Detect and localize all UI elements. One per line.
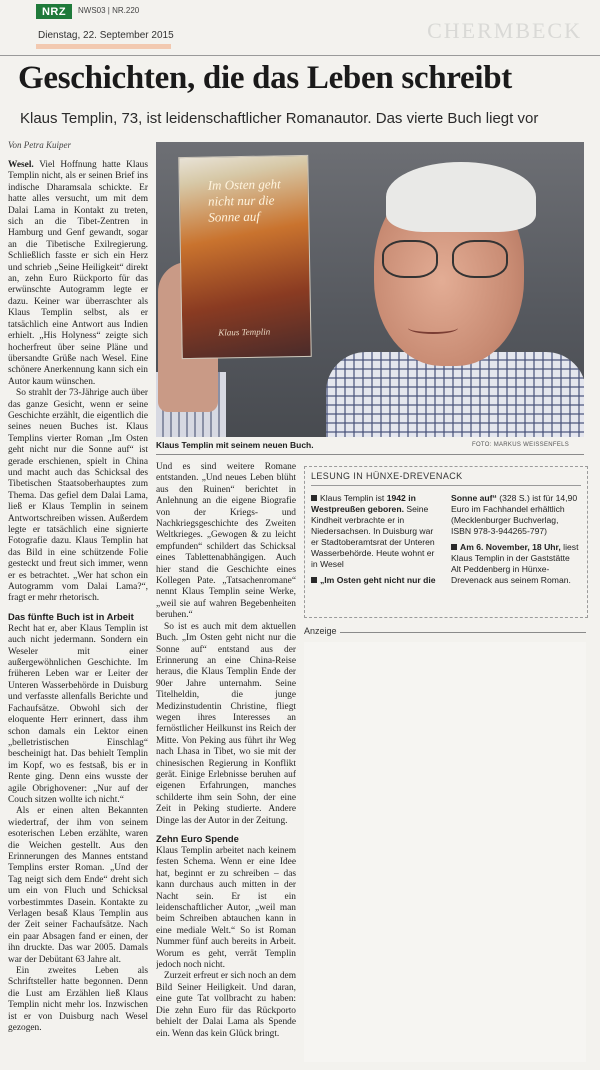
newspaper-logo: NRZ [36, 4, 72, 19]
square-bullet-icon [451, 544, 457, 550]
paragraph: So ist es auch mit dem aktuellen Buch. „Im Osten geht nicht nur die Sonne auf“ entstand aus der Erinnerung an eine China-Reise heraus, die Klaus Templin Ende der 90er Jahre unternahm. Seine Titelheldin, die junge Medizinstudentin Christine, fliegt wegen ihres Interesses an fernöstlicher Heilkunst ins Reich der Mitte. Von Peking aus führt ihr Weg nach Lhasa in Tibet, wo sie mit der chinesischen Regierung in Konflikt gerät. Einige Erlebnisse beruhen auf eigenen Erfahrungen, manches schilderte ihm sein Sohn, der eine Zeit in Peking studierte. Andere Dinge las der Autor in der Zeitung. [156, 621, 296, 826]
paragraph: Wesel. Viel Hoffnung hatte Klaus Templin nicht, als er seinen Brief ins indische Dharamsala schickte. Er hatte alles versucht, um mit dem Dalai Lama in Kontakt zu treten, sich an die Tibet-Zentren in Hamburg und Genf gewandt, sogar an die Tibetische Exilregierung. Schließlich fasste er sich ein Herz und schrieb „Seine Heiligkeit“ direkt an, zehn Euro Rückporto für das erwünschte Autogramm legte er dazu. Keiner war überraschter als Klaus Templin selbst, als er tatsächlich eine Antwort aus Indien erhielt. „His Holyness“ zeigte sich hocherfreut über seine Pläne und übersandte Grüße nach Wesel. Eine schönere Anerkennung kann sich ein Autor kaum wünschen. [8, 160, 148, 387]
info-box-title: LESUNG IN HÜNXE-DREVENACK [311, 471, 463, 481]
photo-mouth [408, 322, 458, 334]
byline: Von Petra Kuiper [8, 140, 71, 150]
section-heading: Das fünfte Buch ist in Arbeit [8, 610, 134, 622]
paragraph: Recht hat er, aber Klaus Templin ist auch nicht jedermann. Sondern ein Weseler mit einer außergewöhnlichen Geschichte. Im früheren Leben war er Leiter der Unteren Wasserbehörde in Duisburg und verfasste allenfalls Berichte und Fachaufsätze. Obwohl sich der eloquente Herr erinnert, dass ihm schon damals ein Lektor einen „belletristischen Einschlag“ bescheinigt hat. Das behielt Templin im Kopf, wo es festsaß, bis er in Rente ging. Denn eins wusste der agile Obrighovener: „Nur auf der Couch sitzen wollte ich nicht.“ [8, 623, 148, 805]
date-highlight-mark [36, 44, 171, 49]
dateline-lead: Wesel. [8, 160, 34, 170]
info-paragraph: Sonne auf“ (328 S.) ist für 14,90 Euro im Fachhandel erhältlich (Mecklenburger Buchverlag, ISBN 978-3-944265-797) [451, 493, 578, 536]
glasses-right-lens [452, 240, 508, 278]
square-bullet-icon [311, 495, 317, 501]
masthead [36, 4, 176, 44]
bleed-through-text: CHERMBECK [427, 18, 582, 43]
article-column-1 [8, 160, 148, 1065]
photo-credit: FOTO: MARKUS WEISSENFELS [472, 442, 570, 448]
top-divider [0, 55, 600, 56]
paragraph: Zurzeit erfreut er sich noch an dem Bild Seiner Heiligkeit. Und daran, eine gute Tat vollbracht zu haben: Die zehn Euro für das Rückporto behielt der Dalai Lama als Spende ein. Wenn das kein Glück bringt. [156, 971, 296, 1039]
info-box [304, 466, 588, 618]
square-bullet-icon [311, 577, 317, 583]
section-heading: Zehn Euro Spende [156, 833, 239, 844]
paragraph: Und es sind weitere Romane entstanden. „Und neues Leben blüht aus den Ruinen“ berichtet in Anlehnung an die eigene Biografie von der Kriegs- und Nachkriegsgeschichte des Zweiten Weltkrieges. „Gewogen & zu leicht empfunden“ schildert das Schicksal eines Tablettenabhängigen. Auch hier stand die Geschichte eines Kollegen Pate. „Tatsachenromane“ nennt Klaus Templin seine Werke, „weil sie auf wahren Begebenheiten beruhen.“ [156, 462, 296, 621]
article-column-2 [156, 462, 296, 1062]
advertisement-area [304, 642, 586, 1062]
headline: Geschichten, die das Leben schreibt [18, 60, 512, 96]
book-cover [178, 155, 312, 359]
author-photo [156, 142, 584, 437]
book-cover-title: Im Osten geht nicht nur die Sonne auf [207, 176, 281, 225]
info-paragraph: „Im Osten geht nicht nur die [311, 575, 439, 586]
paragraph: Ein zweites Leben als Schriftsteller hatte begonnen. Denn die Lust am Erzählen ließ Klaus Templin nicht mehr los. Inzwischen ist er von Duisburg nach Wesel gezogen. [8, 966, 148, 1034]
advertisement-divider [340, 632, 586, 633]
info-box-divider [311, 485, 581, 486]
photo-hair [386, 162, 536, 232]
info-box-right-column [451, 493, 579, 591]
photo-caption: Klaus Templin mit seinem neuen Buch. [156, 440, 314, 450]
paragraph: Als er einen alten Bekannten wiedertraf, der ihm von seinem esoterischen Leben erzählte, waren die Weichen gestellt. Aus den Erinnerungen des Mannes entstand Templins erster Roman. „Und der Tag neigt sich dem Ende“ dreht sich um ein von Fluch und Schicksal vorbestimmtes Dasein. Kontakte zu Verlagen besaß Klaus Templin aus der Zeit seiner Fachaufsätze. Nach ein paar Absagen fand er einen, der ihn druckte. Das war 2005. Damals war der Debütant 63 Jahre alt. [8, 806, 148, 965]
paragraph: Klaus Templin arbeitet nach keinem festen Schema. Wenn er eine Idee hat, beginnt er zu schreiben – das kann durchaus auch mitten in der Nacht sein. Er ist ein leidenschaftlicher Autor, „weil man beim Schreiben abtauchen kann in eine mediale Welt.“ So ist Roman Nummer fünf auch bereits in Arbeit. Worum es geht, verrät Templin jedoch noch nicht. [156, 846, 296, 971]
paragraph: So strahlt der 73-Jährige auch über das ganze Gesicht, wenn er seine Geschichte erzählt, die eigentlich die seines neuen Buches ist. Klaus Templins vierter Roman „Im Osten geht nicht nur die Sonne auf“ ist gerade erschienen, spielt in China und macht auch das Schicksal des Tibetischen Staatsoberhauptes zum Thema. Das gefiel dem Dalai Lama, ließ er Klaus Templin in seinem Antwortschreiben wissen. Außerdem legte er tatsächlich eine signierte Fotografie dazu. Klaus Templin hat das Bild in eine schützende Folie gesteckt und freut sich immer, wenn er es betrachtet. „Wer hat schon ein Autogramm vom Dalai Lama?“, fragt er mehr rhetorisch. [8, 388, 148, 604]
info-box-left-column [311, 493, 439, 591]
edition-info: NWS03 | NR.220 [78, 6, 140, 15]
info-paragraph: Am 6. November, 18 Uhr, liest Klaus Templin in der Gaststätte Alt Peddenberg in Hünxe-Drevenack aus seinem Roman. [451, 542, 579, 585]
issue-date: Dienstag, 22. September 2015 [38, 30, 174, 41]
caption-divider [156, 454, 584, 455]
book-cover-author: Klaus Templin [218, 326, 271, 338]
advertisement-label: Anzeige [304, 626, 337, 636]
info-paragraph: Klaus Templin ist 1942 in Westpreußen geboren. Seine Kindheit verbrachte er in Niedersachsen. In Duisburg war er Stadtoberamtsrat der Unteren Wasserbehörde. Heute wohnt er in Wesel [311, 493, 435, 569]
subheadline: Klaus Templin, 73, ist leidenschaftlicher Romanautor. Das vierte Buch liegt vor [20, 110, 539, 127]
glasses-left-lens [382, 240, 438, 278]
